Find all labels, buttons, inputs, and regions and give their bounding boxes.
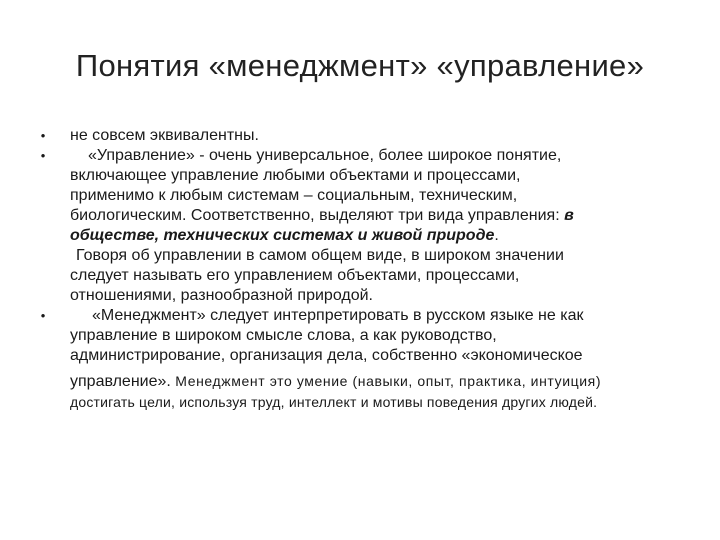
item2-line5-emphasis: обществе, технических системах и живой природе (70, 227, 495, 244)
item2-line4-emphasis: в (564, 207, 574, 224)
item2-line4 (70, 206, 686, 226)
slide-body (36, 126, 686, 412)
item2-line4-text: биологическим. Соответственно, выделяют три вида управления: (70, 207, 565, 224)
item1-text: не совсем эквивалентны. (70, 127, 259, 144)
slide-title: Понятия «менеджмент» «управление» (75, 48, 645, 83)
item2-line2: включающее управление любыми объектами и процессами, (70, 167, 521, 184)
item3-line4 (70, 370, 686, 392)
item3-line4-b: Менеджмент это умение (навыки, опыт, практика, интуиция) (175, 373, 602, 389)
bullet-icon: • (40, 128, 46, 143)
bullet-icon: • (40, 148, 46, 163)
bullet-item-1 (36, 126, 686, 146)
item2-line6: Говоря об управлении в самом общем виде, в широком значении (76, 247, 564, 264)
item2-line5-tail: . (494, 227, 499, 244)
item2-line7: следует называть его управлением объектами, процессами, (70, 267, 520, 284)
item3-line1: «Менеджмент» следует интерпретировать в русском языке не как (92, 307, 584, 324)
item3-line4-a: управление». (70, 373, 176, 390)
bullet-item-3 (36, 306, 686, 412)
item3-line5: достигать цели, используя труд, интеллект и мотивы поведения других людей. (70, 394, 598, 410)
bullet-icon: • (40, 308, 46, 323)
item2-line5 (70, 226, 686, 246)
item2-line8: отношениями, разнообразной природой. (70, 287, 373, 304)
item3-line2: управление в широком смысле слова, а как руководство, (70, 327, 497, 344)
bullet-item-2 (36, 146, 686, 306)
item2-line3: применимо к любым системам – социальным, техническим, (70, 187, 518, 204)
item3-line3: администрирование, организация дела, собственно «экономическое (70, 347, 583, 364)
item2-line1: «Управление» - очень универсальное, более широкое понятие, (88, 147, 562, 164)
